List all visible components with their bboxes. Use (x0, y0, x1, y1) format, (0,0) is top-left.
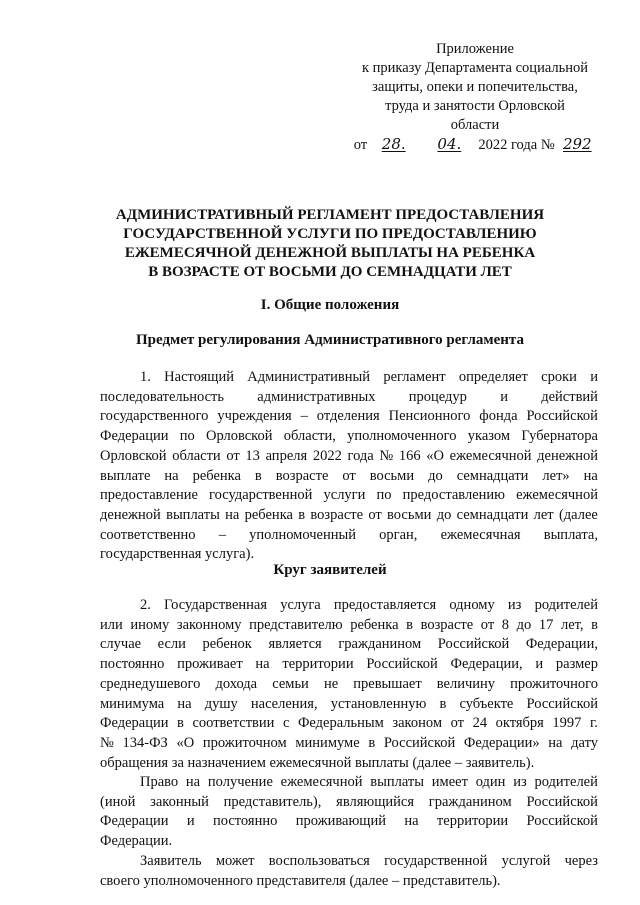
section-heading: I. Общие положения (260, 297, 400, 313)
text-line: государственного учреждения – отделения Пенсионного фонда Российской (100, 408, 598, 425)
text-line: последовательность административных процедур и действий (100, 388, 598, 405)
document-title (100, 206, 560, 282)
handwritten-day: 28. (381, 135, 406, 153)
annex-title: Приложение (436, 41, 514, 57)
text-line: соответственно – уполномоченный орган, ежемесячная выплата, (100, 526, 598, 543)
text-line: выплате на ребенка в возрасте от восьми до семнадцати лет» на (100, 467, 598, 484)
date-prefix: от (353, 137, 368, 153)
title-line: ГОСУДАРСТВЕННОЙ УСЛУГИ ПО ПРЕДОСТАВЛЕНИЮ (123, 226, 537, 242)
text-line: среднедушевого дохода семьи не превышает величину прожиточного (100, 675, 598, 692)
handwritten-month: 04. (437, 135, 462, 153)
text-line: денежной выплаты на ребенка в возрасте от восьми до семнадцати лет (далее (100, 506, 598, 523)
title-line: АДМИНИСТРАТИВНЫЙ РЕГЛАМЕНТ ПРЕДОСТАВЛЕНИЯ (115, 207, 545, 223)
text-line: Заявитель может воспользоваться государственной услугой через (140, 853, 598, 869)
annex-line: защиты, опеки и попечительства, (372, 79, 578, 95)
text-line: минимума на душу населения, установленную в субъекте Российской (100, 695, 598, 712)
text-line: Федерации. (100, 833, 173, 850)
title-line: ЕЖЕМЕСЯЧНОЙ ДЕНЕЖНОЙ ВЫПЛАТЫ НА РЕБЕНКА (124, 245, 536, 261)
annex-line: труда и занятости Орловской (385, 98, 565, 114)
text-line: обращения за назначением ежемесячной выплаты (далее – заявитель). (100, 754, 535, 771)
text-line: государственная услуга). (100, 546, 255, 563)
subheading-applicants: Круг заявителей (273, 562, 387, 578)
handwritten-order-number: 292 (562, 135, 592, 153)
text-line: 2. Государственная услуга предоставляется одному из родителей (140, 597, 598, 613)
text-line: Орловской области от 13 апреля 2022 года № 166 «О ежемесячной денежной (100, 447, 598, 464)
title-line: В ВОЗРАСТЕ ОТ ВОСЬМИ ДО СЕМНАДЦАТИ ЛЕТ (148, 264, 512, 280)
text-line: случае если ребенок является гражданином Российской Федерации, (100, 636, 598, 653)
annex-line: к приказу Департамента социальной (361, 60, 589, 76)
subheading-subject: Предмет регулирования Административного регламента (136, 332, 524, 348)
annex-date-line (330, 135, 620, 155)
paragraph-4 (100, 852, 598, 891)
text-line: предоставление государственной услуги по предоставлению ежемесячной (100, 487, 598, 504)
text-line: или иному законному представителю ребенка в возрасте от 8 до 17 лет, в (100, 616, 598, 633)
paragraph-3 (100, 773, 598, 852)
paragraph-2 (100, 596, 598, 773)
paragraph-1 (100, 368, 598, 565)
text-line: Федерации в соответствии с Федеральным законом от 24 октября 1997 г. (100, 715, 598, 732)
text-line: (иной законный представитель), являющийся гражданином Российской (100, 793, 598, 810)
text-line: 1. Настоящий Административный регламент определяет сроки и (140, 369, 598, 385)
text-line: № 134-ФЗ «О прожиточном минимуме в Российской Федерации» на дату (100, 734, 598, 751)
text-line: своего уполномоченного представителя (далее – представитель). (100, 872, 501, 889)
text-line: постоянно проживает на территории Российской Федерации, и размер (100, 656, 598, 673)
date-year-text: 2022 года № (478, 137, 555, 153)
text-line: Федерации и постоянно проживающий на территории Российской (100, 813, 598, 830)
text-line: Право на получение ежемесячной выплаты имеет один из родителей (140, 774, 598, 790)
text-line: Федерации по Орловской области, уполномоченного указом Губернатора (100, 428, 598, 445)
annex-block (330, 40, 620, 155)
annex-line: области (450, 117, 500, 133)
